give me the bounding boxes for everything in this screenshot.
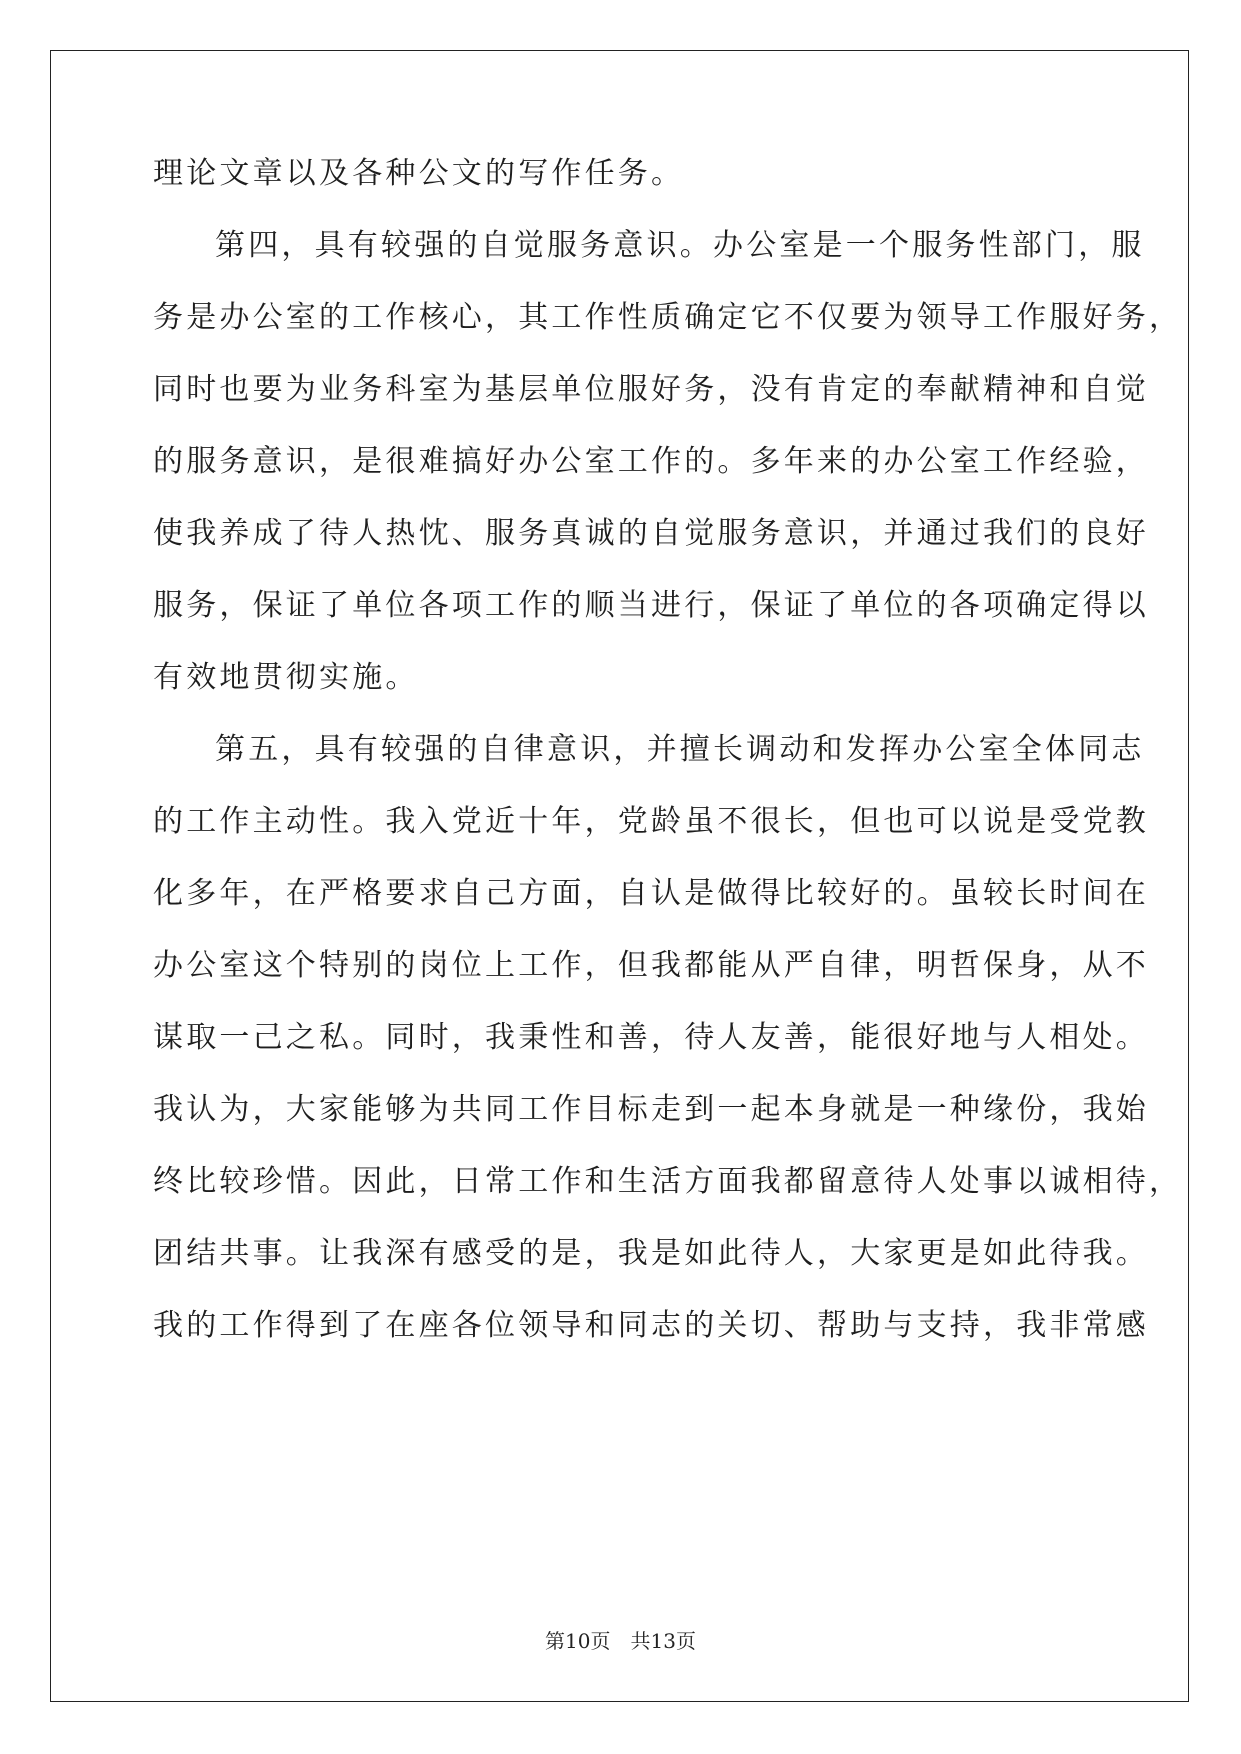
text-line: 服务，保证了单位各项工作的顺当进行，保证了单位的各项确定得以 — [153, 588, 1149, 623]
text-line: 团结共事。让我深有感受的是，我是如此待人，大家更是如此待我。 — [153, 1236, 1149, 1271]
text-line: 使我养成了待人热忱、服务真诚的自觉服务意识，并通过我们的良好 — [153, 516, 1149, 551]
text-line: 第四，具有较强的自觉服务意识。办公室是一个服务性部门，服 — [215, 228, 1145, 263]
text-line: 办公室这个特别的岗位上工作，但我都能从严自律，明哲保身，从不 — [153, 948, 1149, 983]
text-line: 我认为，大家能够为共同工作目标走到一起本身就是一种缘份，我始 — [153, 1092, 1149, 1127]
text-line: 第五，具有较强的自律意识，并擅长调动和发挥办公室全体同志 — [215, 732, 1145, 767]
text-line: 终比较珍惜。因此，日常工作和生活方面我都留意待人处事以诚相待， — [153, 1164, 1183, 1199]
text-line: 有效地贯彻实施。 — [153, 660, 419, 695]
text-line: 务是办公室的工作核心，其工作性质确定它不仅要为领导工作服好务， — [153, 300, 1183, 335]
text-line: 我的工作得到了在座各位领导和同志的关切、帮助与支持，我非常感 — [153, 1308, 1149, 1343]
text-line: 的工作主动性。我入党近十年，党龄虽不很长，但也可以说是受党教 — [153, 804, 1149, 839]
text-line: 理论文章以及各种公文的写作任务。 — [153, 156, 685, 191]
text-line: 同时也要为业务科室为基层单位服好务，没有肯定的奉献精神和自觉 — [153, 372, 1149, 407]
text-line: 化多年，在严格要求自己方面，自认是做得比较好的。虽较长时间在 — [153, 876, 1149, 911]
page-number: 第10页 共13页 — [545, 1629, 696, 1653]
text-line: 谋取一己之私。同时，我秉性和善，待人友善，能很好地与人相处。 — [153, 1020, 1149, 1055]
text-line: 的服务意识，是很难搞好办公室工作的。多年来的办公室工作经验， — [153, 444, 1149, 479]
